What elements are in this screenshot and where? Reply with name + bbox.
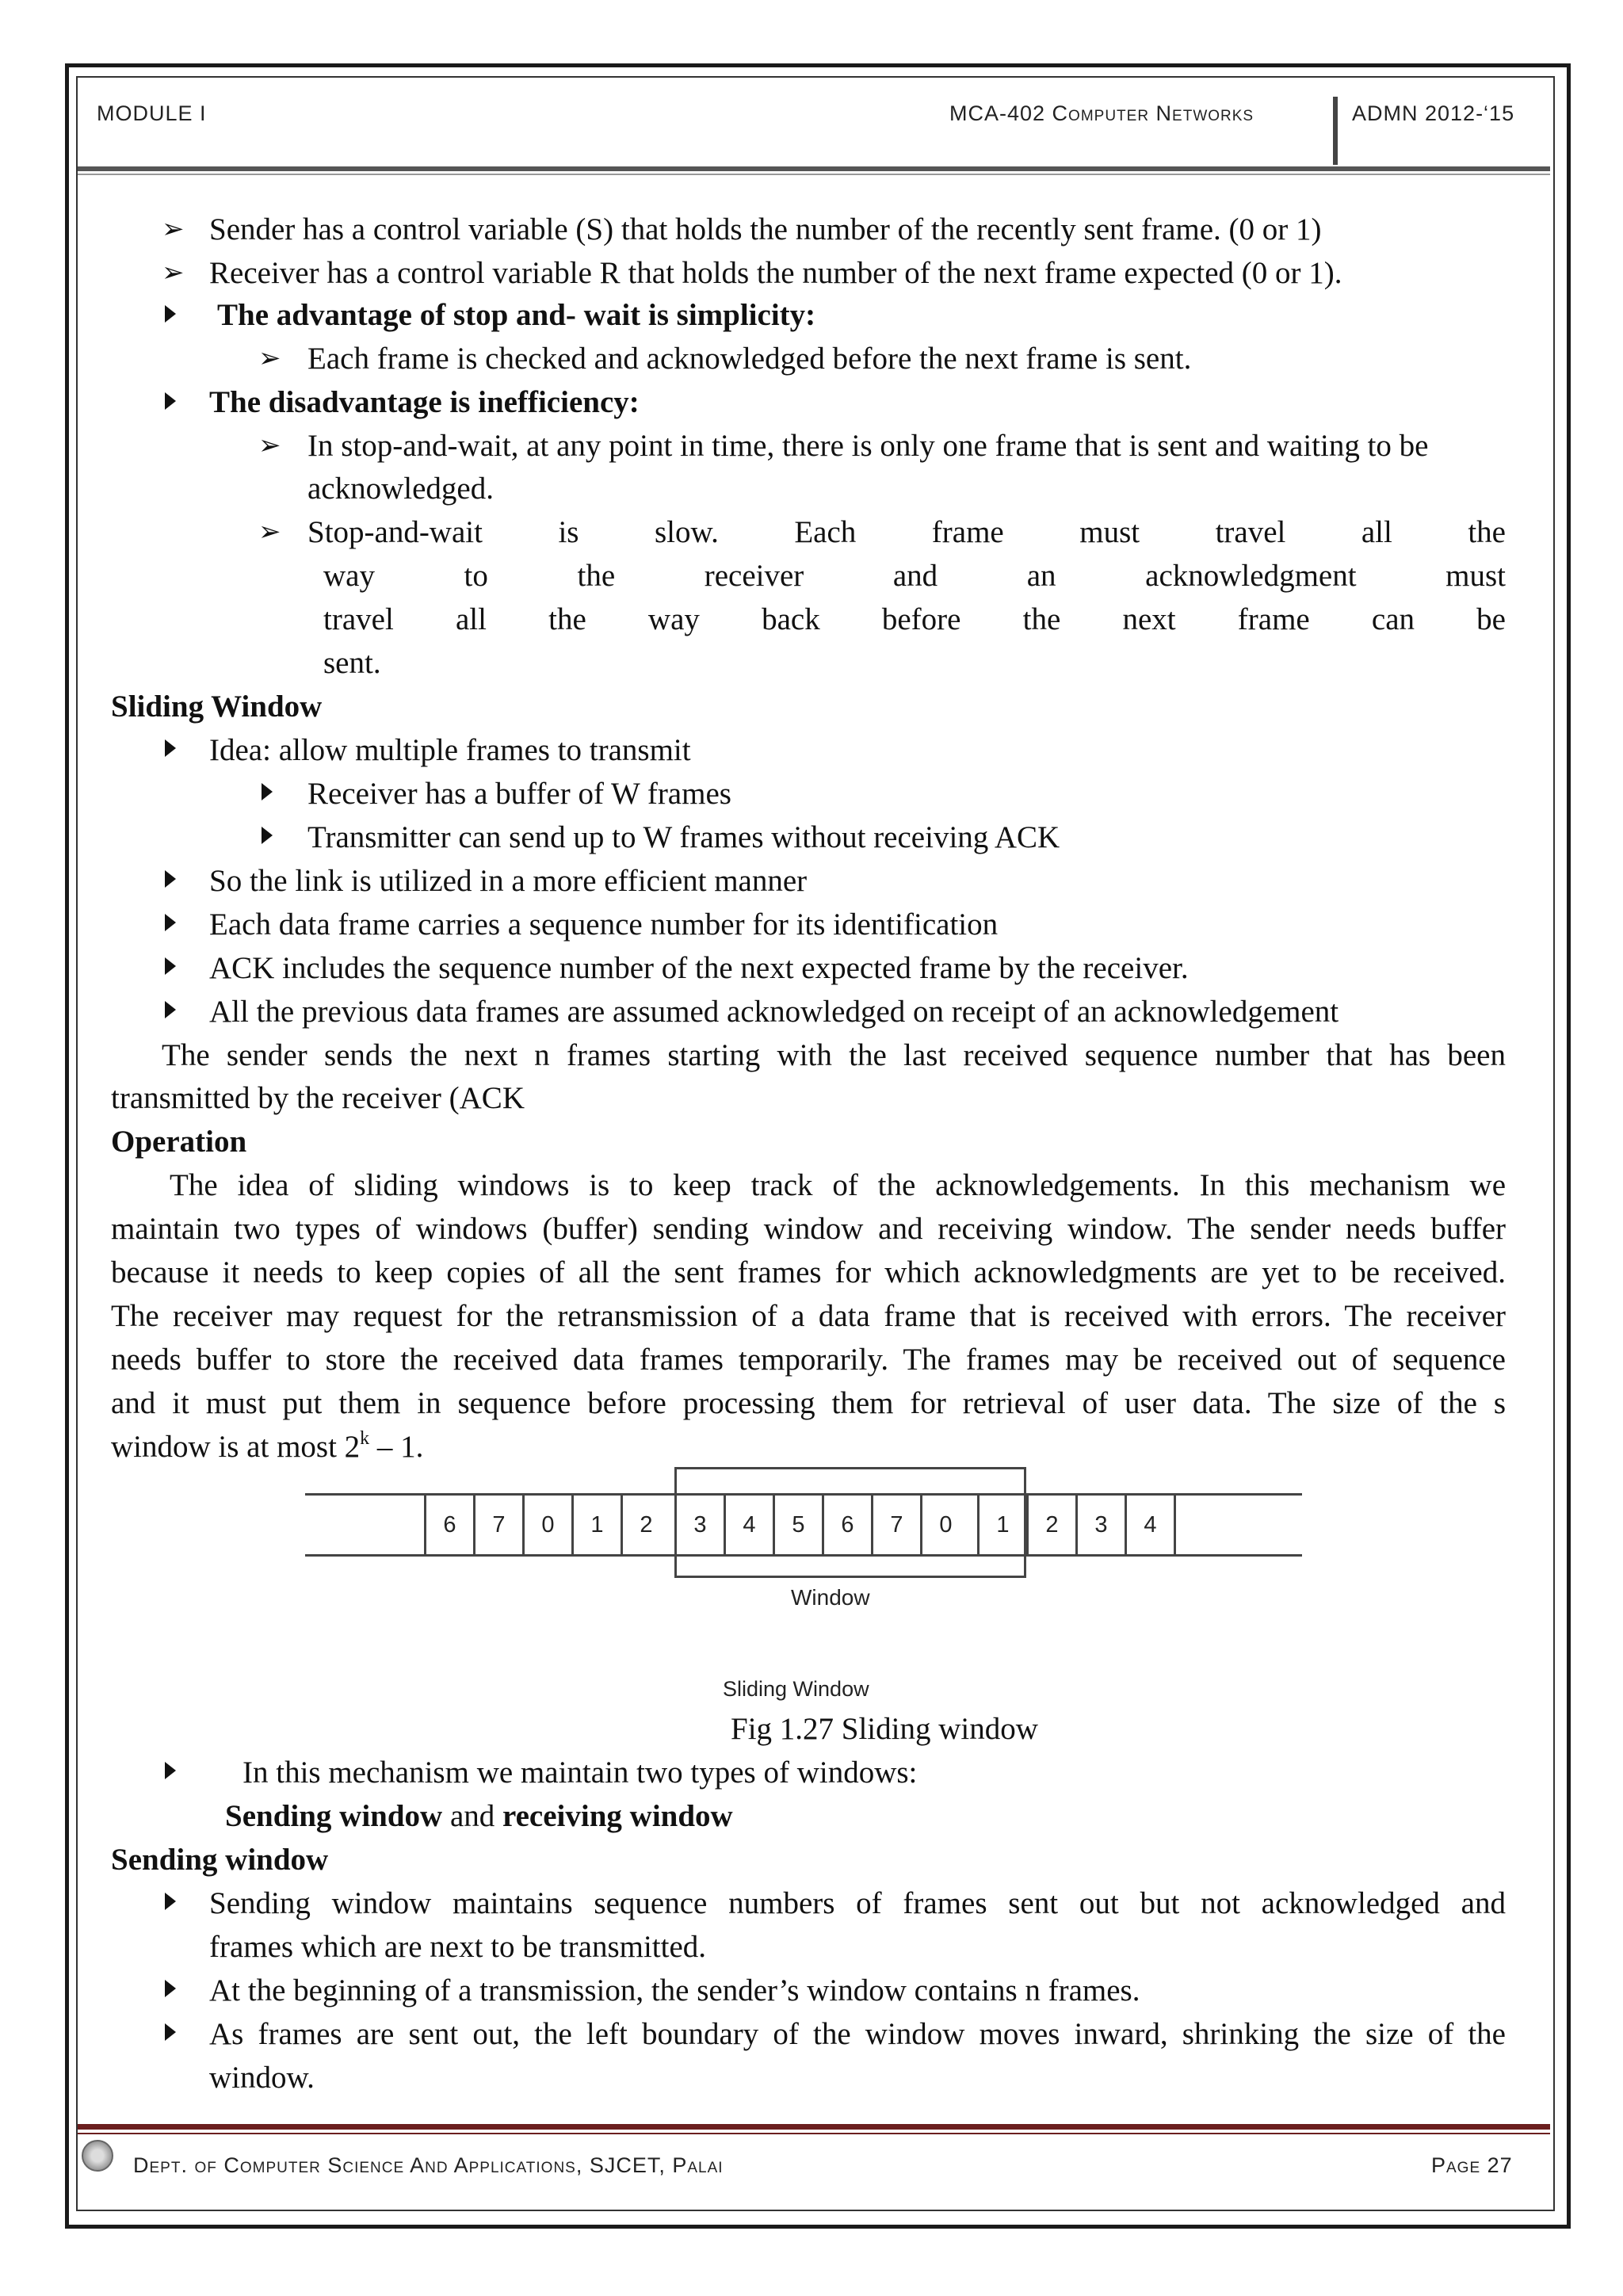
text-line: At the beginning of a transmission, the sender’s window contains n frames. (209, 1973, 1140, 2008)
frame-cell: 4 (1125, 1493, 1174, 1557)
triangle-bullet-icon (165, 392, 176, 410)
text-line: travel all the way back before the next frame can be (323, 602, 1506, 636)
triangle-bullet-icon (165, 1980, 176, 1997)
header-rule (78, 166, 1550, 171)
text-line: acknowledged. (307, 472, 494, 506)
text-line: Sending window maintains sequence numbers of frames sent out but not acknowledged and (209, 1886, 1506, 1920)
figure-caption: Fig 1.27 Sliding window (731, 1712, 1038, 1746)
footer-department: Dept. of Computer Science And Applications, SJCET, Palai (133, 2153, 724, 2177)
text-line: way to the receiver and an acknowledgment must (323, 559, 1506, 593)
subheading: The advantage of stop and- wait is simplicity: (217, 298, 816, 332)
text-line: ACK includes the sequence number of the next expected frame by the receiver. (209, 951, 1189, 985)
footer-rule-thin (78, 2133, 1550, 2134)
paragraph-line: The sender sends the next n frames starting with the last received sequence number that has been (162, 1038, 1506, 1072)
frame-cell: 3 (1075, 1493, 1125, 1557)
text-line (225, 1797, 733, 1836)
triangle-bullet-icon (165, 957, 176, 975)
text-line: window. (209, 2061, 315, 2095)
frame-cell: 1 (977, 1493, 1026, 1557)
section-heading: Operation (111, 1125, 247, 1159)
frame-cell: 0 (920, 1493, 969, 1557)
text-line: Each frame is checked and acknowledged before the next frame is sent. (307, 342, 1192, 376)
frame-cell: 6 (424, 1493, 473, 1557)
triangle-bullet-icon (165, 739, 176, 757)
text-line: sent. (323, 646, 381, 680)
college-seal-icon (82, 2140, 113, 2172)
text-line: So the link is utilized in a more efficient manner (209, 864, 808, 898)
text-line: In this mechanism we maintain two types of windows: (242, 1755, 918, 1790)
header-course: MCA-402 Computer Networks (949, 101, 1254, 125)
arrow-bullet-icon: ➢ (258, 344, 281, 373)
paragraph-line: maintain two types of windows (buffer) sending window and receiving window. The sender needs buffer (111, 1212, 1506, 1246)
triangle-bullet-icon (165, 914, 176, 931)
text-line: Sender has a control variable (S) that holds the number of the recently sent frame. (0 or 1) (209, 212, 1322, 246)
text-line: frames which are next to be transmitted. (209, 1930, 707, 1964)
text-line: Stop-and-wait is slow. Each frame must travel all the (307, 515, 1506, 549)
superscript: k (360, 1428, 370, 1449)
subheading: The disadvantage is inefficiency: (209, 385, 640, 419)
header-separator (1333, 97, 1338, 165)
paragraph-line: needs buffer to store the received data frames temporarily. The frames may be received out of sequence (111, 1343, 1506, 1377)
header-admission: ADMN 2012-‘15 (1352, 101, 1515, 125)
text-span: window is at most 2 (111, 1430, 361, 1464)
text-line: All the previous data frames are assumed acknowledged on receipt of an acknowledgement (209, 995, 1339, 1029)
text-line: Each data frame carries a sequence number for its identification (209, 907, 999, 942)
frame-cell: 1 (571, 1493, 621, 1557)
text-line: Receiver has a buffer of W frames (307, 777, 731, 811)
paragraph-line: and it must put them in sequence before processing them for retrieval of user data. The size of the s (111, 1386, 1506, 1420)
frame-cell-end (1174, 1493, 1176, 1557)
arrow-bullet-icon: ➢ (258, 518, 281, 547)
frame-cell: 7 (871, 1493, 920, 1557)
paragraph-line: transmitted by the receiver (ACK (111, 1081, 525, 1115)
section-heading: Sliding Window (111, 690, 323, 724)
diagram-title: Sliding Window (723, 1677, 869, 1701)
section-heading: Sending window (111, 1843, 329, 1877)
text-line: Idea: allow multiple frames to transmit (209, 733, 691, 767)
text-line: Receiver has a control variable R that holds the number of the next frame expected (0 or 1). (209, 256, 1342, 290)
triangle-bullet-icon (262, 783, 273, 800)
text-span: – 1. (369, 1430, 424, 1464)
triangle-bullet-icon (165, 1001, 176, 1018)
text-line: Transmitter can send up to W frames without receiving ACK (307, 820, 1060, 854)
page-number: Page 27 (1431, 2153, 1513, 2177)
frame-cell: 2 (1026, 1493, 1075, 1557)
triangle-bullet-icon (165, 305, 176, 323)
frame-cell: 3 (674, 1493, 724, 1557)
arrow-bullet-icon: ➢ (162, 258, 185, 288)
frame-cell: 2 (621, 1493, 670, 1557)
header-rule-thin (78, 174, 1550, 175)
frame-cell: 4 (724, 1493, 773, 1557)
triangle-bullet-icon (262, 827, 273, 844)
text-line: In stop-and-wait, at any point in time, there is only one frame that is sent and waiting to be (307, 429, 1429, 463)
footer-rule (78, 2124, 1550, 2130)
paragraph-line: because it needs to keep copies of all the sent frames for which acknowledgments are yet to be received. (111, 1255, 1506, 1289)
paragraph-line: The idea of sliding windows is to keep track of the acknowledgements. In this mechanism we (170, 1168, 1506, 1202)
header-module: MODULE I (97, 101, 207, 125)
arrow-bullet-icon: ➢ (258, 431, 281, 460)
window-label: Window (791, 1585, 870, 1610)
frame-cell: 5 (773, 1493, 822, 1557)
text-line: As frames are sent out, the left boundary of the window moves inward, shrinking the size of the (209, 2017, 1506, 2051)
frame-cell: 7 (473, 1493, 522, 1557)
paragraph-line: The receiver may request for the retransmission of a data frame that is received with errors. The receiver (111, 1299, 1506, 1333)
triangle-bullet-icon (165, 870, 176, 888)
paragraph-line (111, 1427, 423, 1471)
triangle-bullet-icon (165, 1762, 176, 1779)
text-span: and (442, 1799, 503, 1833)
bold-term: receiving window (502, 1799, 733, 1833)
triangle-bullet-icon (165, 1893, 176, 1910)
arrow-bullet-icon: ➢ (162, 215, 185, 244)
bold-term: Sending window (225, 1799, 443, 1833)
frame-cell: 0 (522, 1493, 571, 1557)
triangle-bullet-icon (165, 2023, 176, 2041)
frame-cell: 6 (822, 1493, 871, 1557)
